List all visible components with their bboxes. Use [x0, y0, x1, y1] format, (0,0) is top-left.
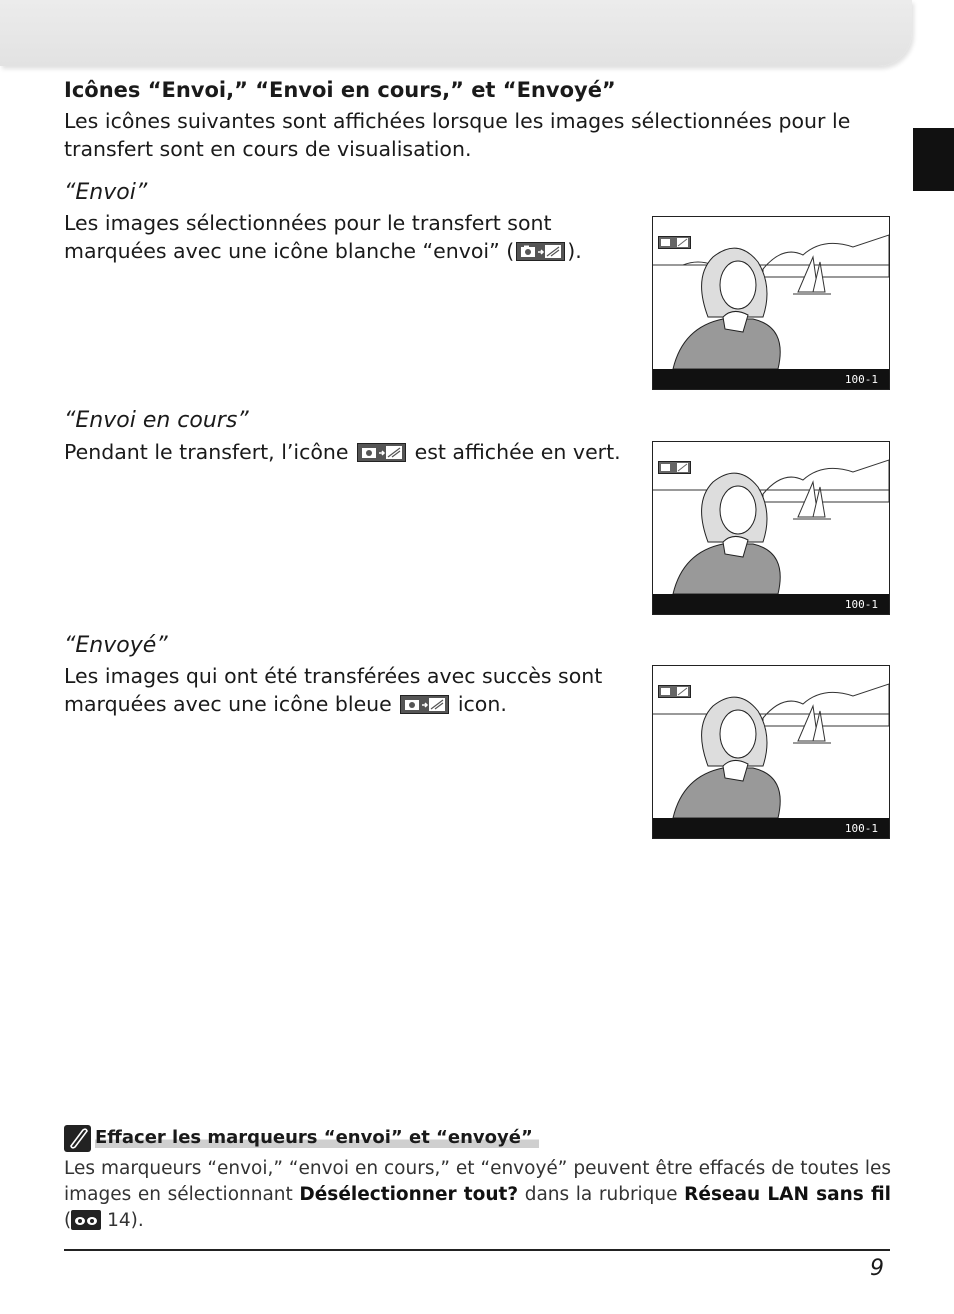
chapter-tab [913, 128, 954, 191]
camera-transfer-icon [357, 443, 406, 462]
frame-number: 100-1 [844, 822, 878, 835]
subtitle-envoi-en-cours: “Envoi en cours” [64, 408, 249, 433]
note-title: Effacer les marqueurs “envoi” et “envoyé” [95, 1127, 539, 1148]
pencil-note-icon [64, 1125, 91, 1152]
camera-screen-envoye [652, 665, 890, 839]
intro-paragraph: Les icônes suivantes sont affichées lorsque les images sélectionnées pour le transfert sont en cours de visualisation. [64, 109, 851, 161]
camera-transfer-icon [658, 461, 691, 474]
section-title: Icônes “Envoi,” “Envoi en cours,” et “Envoyé” [64, 78, 616, 102]
camera-screen-envoi-en-cours [652, 441, 890, 615]
footer-rule [64, 1249, 890, 1251]
paragraph-envoi-en-cours [64, 438, 639, 466]
subtitle-envoi: “Envoi” [64, 180, 148, 205]
note-text: Les marqueurs “envoi,” “envoi en cours,” et “envoyé” peuvent être effacés de toutes les images en sélectionnant [64, 1158, 891, 1205]
paragraph-text-end: icon. [451, 692, 507, 716]
paragraph-text: Les images qui ont été transférées avec succès sont marquées avec une icône bleue [64, 664, 603, 716]
page-reference: 14). [101, 1210, 144, 1231]
camera-transfer-icon [658, 236, 691, 249]
paragraph-envoye [64, 662, 639, 718]
page-number: 9 [870, 1256, 884, 1281]
note-body [64, 1156, 891, 1234]
frame-number: 100-1 [844, 373, 878, 386]
paragraph-text: Les images sélectionnées pour le transfert sont marquées avec une icône blanche “envoi” ( [64, 211, 552, 263]
note-text: ( [64, 1210, 72, 1231]
camera-transfer-icon [516, 242, 565, 261]
subtitle-envoye: “Envoyé” [64, 633, 168, 658]
camera-transfer-icon [400, 695, 449, 714]
camera-screen-envoi [652, 216, 890, 390]
paragraph-text-end: est affichée en vert. [408, 440, 621, 464]
frame-number: 100-1 [844, 598, 878, 611]
paragraph-text-end: ). [567, 239, 582, 263]
paragraph-envoi [64, 209, 639, 265]
page-reference-icon [71, 1210, 101, 1230]
camera-transfer-icon [658, 685, 691, 698]
note-text: dans la rubrique [518, 1184, 685, 1205]
paragraph-text: Pendant le transfert, l’icône [64, 440, 356, 464]
menu-name-wireless-lan: Réseau LAN sans fil [684, 1184, 891, 1205]
header-bar [0, 0, 912, 66]
menu-option-deselect: Désélectionner tout? [299, 1184, 519, 1205]
